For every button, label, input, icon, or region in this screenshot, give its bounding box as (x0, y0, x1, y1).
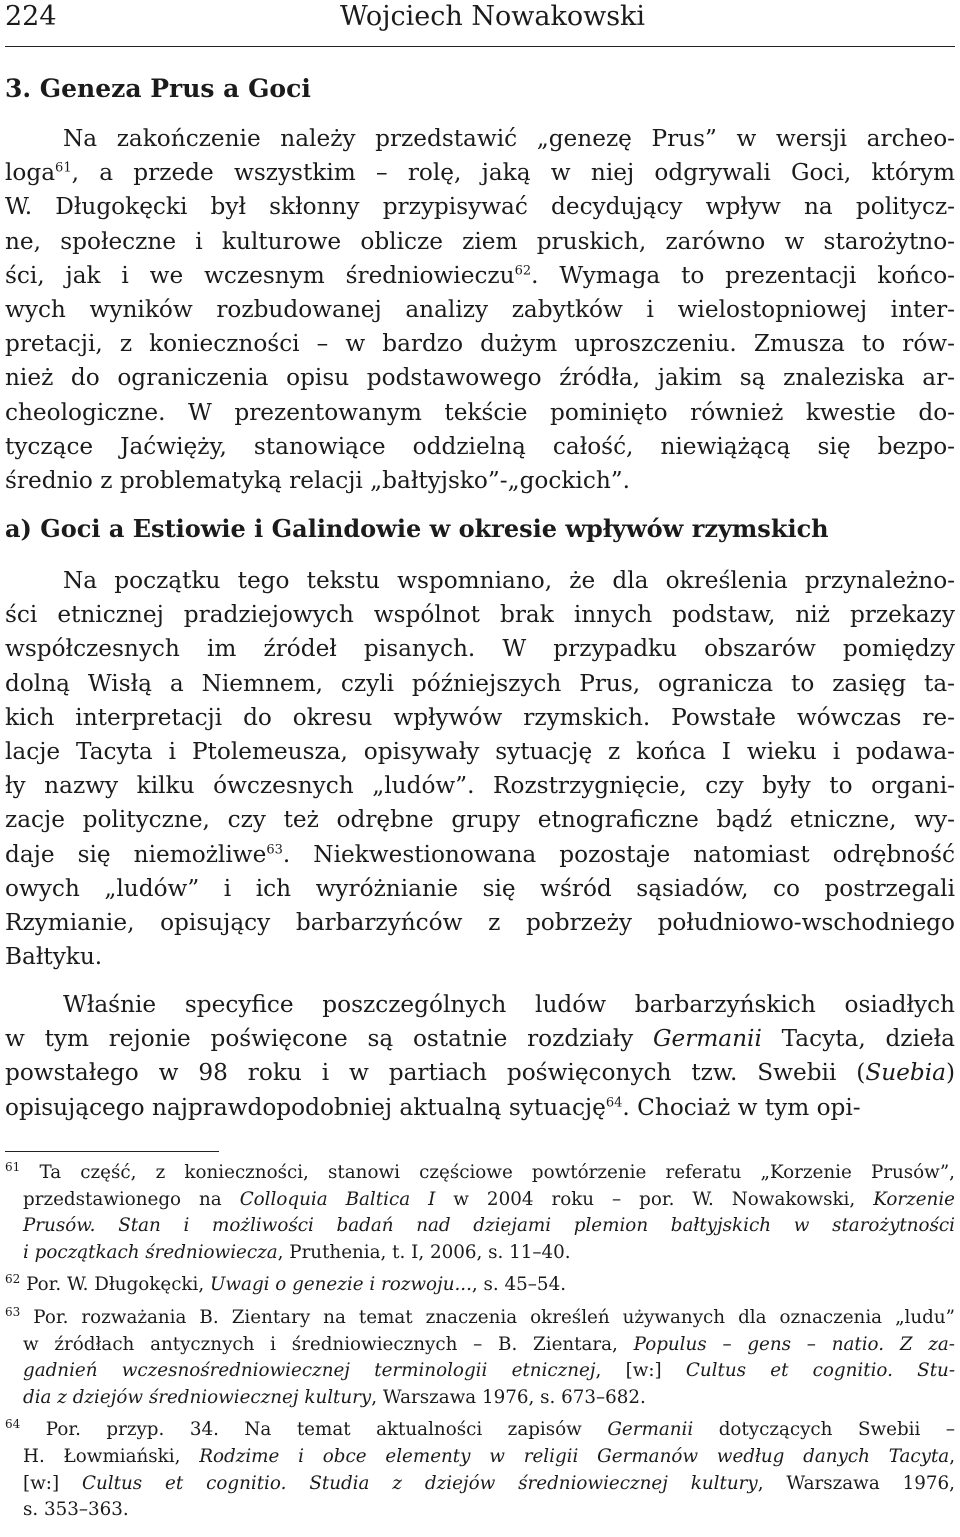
intro-paragraph (5, 122, 955, 498)
footnote-line: $^{62}$ Por. W. Długokęcki, Uwagi o genezie i rozwoju..., s. 45–54. (5, 1272, 567, 1296)
footnote-number: 63 (5, 1304, 21, 1319)
text-line: tyczące Jaćwięży, stanowiące oddzielną całość, niewiążącą się bezpo- (5, 432, 955, 460)
text-line: Rzymianie, opisujący barbarzyńców z pobrzeży południowo-wschodniego (5, 908, 955, 936)
footnote-line: w źródłach antycznych i średniowiecznych – B. Zientara, Populus – gens – natio. Z za- (23, 1333, 955, 1355)
footnotes (5, 1160, 955, 1530)
section-title: 3. Geneza Prus a Goci (5, 74, 311, 103)
text-line: cheologiczne. W prezentowanym tekście pominięto również kwestie do- (5, 398, 955, 426)
text-line: średnio z problematyką relacji „bałtyjsko”-„gockich”. (5, 466, 630, 494)
text-line: zacje polityczne, czy też odrębne grupy etnograficzne bądź etniczne, wy- (5, 806, 955, 834)
footnote-line: dia z dziejów średniowiecznej kultury, Warszawa 1976, s. 673–682. (23, 1386, 646, 1408)
footnote-line: H. Łowmiański, Rodzime i obce elementy w religii Germanów według danych Tacyta, (23, 1445, 955, 1467)
text-line: w tym rejonie poświęcone są ostatnie rozdziały Germanii Tacyta, dzieła (5, 1025, 955, 1053)
text-line: Właśnie specyfice poszczególnych ludów barbarzyńskich osiadłych (63, 991, 955, 1018)
text-line: kich interpretacji do okresu wpływów rzymskich. Powstałe wówczas re- (5, 703, 955, 731)
footnote-line: gadnień wczesnośredniowiecznej terminologii etnicznej, [w:] Cultus et cognitio. Stu- (23, 1360, 955, 1382)
footnote-separator (5, 1151, 219, 1152)
text-line: lacje Tacyta i Ptolemeusza, opisywały sytuację z końca I wieku i podawa- (5, 737, 955, 765)
footnote-line: Prusów. Stan i możliwości badań nad dziejami plemion bałtyjskich w starożytności (23, 1215, 955, 1237)
footnote-line: i początkach średniowiecza, Pruthenia, t. I, 2006, s. 11–40. (23, 1241, 571, 1263)
text-line: daje się niemożliwe$^{63}$. Niekwestionowana pozostaje natomiast odrębność (5, 840, 955, 868)
footnote-ref[interactable]: 63 (266, 841, 283, 857)
text-line: opisującego najprawdopodobniej aktualną sytuację$^{64}$. Chociaż w tym opi- (5, 1093, 861, 1121)
text-line: dolną Wisłą a Niemnem, czyli późniejszych Prus, ogranicza to zasięg ta- (5, 669, 955, 697)
footnote-line: przedstawionego na Colloquia Baltica I w 2004 roku – por. W. Nowakowski, Korzenie (23, 1188, 955, 1210)
page-header (5, 0, 955, 47)
footnote-line: $^{61}$ Ta część, z konieczności, stanowi częściowe powtórzenie referatu „Korzenie Prusów”, (5, 1160, 955, 1183)
footnote-ref[interactable]: 61 (55, 160, 72, 176)
footnote-ref[interactable]: 62 (514, 263, 532, 279)
text-line: owych „ludów” i ich wyróżnianie się wśród sąsiadów, co postrzegali (5, 874, 955, 902)
text-line: Na zakończenie należy przedstawić „genezę Prus” w wersji archeo- (63, 125, 955, 152)
footnote-61 (5, 1160, 955, 1266)
text-line: ły nazwy kilku ówczesnych „ludów”. Rozstrzygnięcie, czy były to organi- (5, 772, 955, 800)
footnote-64 (5, 1417, 955, 1523)
footnote-ref[interactable]: 64 (605, 1094, 623, 1110)
footnote-62 (5, 1272, 955, 1299)
running-head: Wojciech Nowakowski (340, 1, 646, 32)
text-line: powstałego w 98 roku i w partiach poświęconych tzw. Swebii (Suebia) (5, 1059, 955, 1087)
subsection-title: a) Goci a Estiowie i Galindowie w okresie wpływów rzymskich (5, 514, 829, 543)
page-number: 224 (5, 1, 57, 32)
text-line: Na początku tego tekstu wspomniano, że dla określenia przynależno- (63, 567, 955, 594)
body-paragraph-2 (5, 988, 955, 1125)
footnote-line: [w:] Cultus et cognitio. Studia z dziejów średniowiecznej kultury, Warszawa 1976, (23, 1472, 955, 1494)
footnote-63 (5, 1305, 955, 1411)
text-line: ści, jak i we wczesnym średniowieczu$^{62}$. Wymaga to prezentacji końco- (5, 261, 955, 289)
footnote-line: s. 353–363. (23, 1499, 129, 1521)
footnote-line: $^{64}$ Por. przyp. 34. Na temat aktualności zapisów Germanii dotyczących Swebii – (5, 1417, 955, 1441)
footnote-number: 64 (5, 1417, 21, 1432)
text-line: Bałtyku. (5, 943, 103, 971)
text-line: nież do ograniczenia opisu podstawowego źródła, jakim są znaleziska ar- (5, 364, 955, 392)
footnote-line: $^{63}$ Por. rozważania B. Zientary na temat znaczenia określeń używanych dla oznaczenia „ludu” (5, 1304, 955, 1328)
text-line: pretacji, z konieczności – w bardzo dużym uproszczeniu. Zmusza to rów- (5, 330, 955, 358)
text-line: ści etnicznej pradziejowych wspólnot brak innych podstaw, niż przekazy (5, 601, 955, 629)
text-line: loga$^{61}$, a przede wszystkim – rolę, jaką w niej odgrywali Goci, którym (5, 159, 955, 187)
footnote-number: 61 (5, 1160, 21, 1174)
text-line: W. Długokęcki był skłonny przypisywać decydujący wpływ na politycz- (5, 193, 955, 221)
text-line: wych wyników rozbudowanej analizy zabytków i wielostopniowej inter- (5, 295, 955, 323)
text-line: współczesnych im źródeł pisanych. W przypadku obszarów pomiędzy (5, 635, 955, 663)
footnote-number: 62 (5, 1272, 21, 1287)
body-paragraph-1 (5, 564, 955, 974)
text-line: ne, społeczne i kulturowe oblicze ziem pruskich, zarówno w starożytno- (5, 227, 955, 255)
